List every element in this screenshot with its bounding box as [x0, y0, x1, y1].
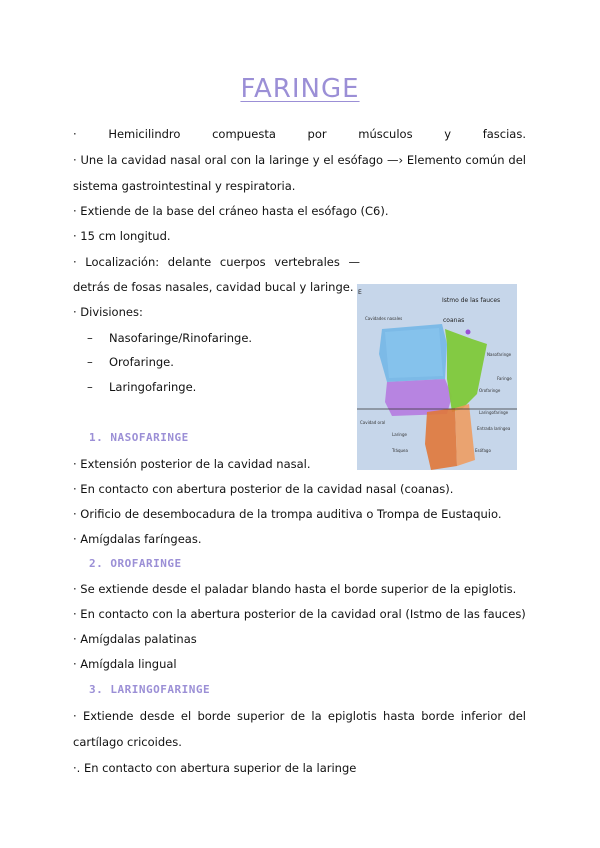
oro-line: · Amígdalas palatinas — [73, 632, 197, 646]
naso-line: · En contacto con abertura posterior de la cavidad nasal (coanas). — [73, 482, 454, 496]
naso-line: · Amígdalas faríngeas. — [73, 532, 202, 546]
figure-label-esofago: Esófago — [475, 448, 491, 453]
figure-label-cavidad-oral: Cavidad oral — [360, 420, 386, 425]
oro-line: · Se extiende desde el paladar blando hasta el borde superior de la epiglotis. — [73, 582, 517, 596]
laringo-line-1-cont: cartílago cricoides. — [73, 735, 182, 749]
laringo-line-1: · Extiende desde el borde superior de la epiglotis hasta borde inferior del — [73, 709, 526, 723]
figure-label-coanas: coanas — [443, 317, 465, 324]
intro-line-3: · Extiende de la base del cráneo hasta el esófago (C6). — [73, 204, 389, 218]
figure-label-traquea: Tráquea — [392, 448, 408, 453]
division-dash: – — [87, 380, 93, 394]
page-title: FARINGE — [240, 74, 360, 104]
intro-line-4: · 15 cm longitud. — [73, 229, 171, 243]
naso-line: · Orificio de desembocadura de la trompa auditiva o Trompa de Eustaquio. — [73, 507, 502, 521]
pharynx-diagram — [357, 284, 517, 470]
division-label: Nasofaringe/Rinofaringe. — [109, 331, 253, 345]
intro-line-6: · Divisiones: — [73, 305, 143, 319]
division-item — [87, 331, 252, 345]
division-item — [87, 380, 196, 394]
division-item — [87, 355, 174, 369]
division-label: Orofaringe. — [109, 355, 174, 369]
oro-line: · Amígdala lingual — [73, 657, 177, 671]
figure-label-entrada-laringea: Entrada laríngea — [477, 426, 511, 431]
oro-line: · En contacto con la abertura posterior de la cavidad oral (Istmo de las fauces) — [73, 607, 526, 621]
figure-label-faringe: Faringe — [497, 376, 512, 381]
section-heading-laringofaringe: 3. LARINGOFARINGE — [89, 683, 211, 696]
laringo-line-2: ·. En contacto con abertura superior de la laringe — [73, 761, 357, 775]
division-dash: – — [87, 331, 93, 345]
intro-line-1: · Hemicilindro compuesta por músculos y fascias. — [73, 127, 526, 141]
figure-label-orofaringe: Orofaringe — [479, 388, 501, 393]
section-heading-nasofaringe: 1. NASOFARINGE — [89, 431, 189, 444]
figure-label-laringofaringe: Laringofaringe — [479, 410, 509, 415]
figure-label-cavidades-nasales: Cavidades nasales — [365, 316, 403, 321]
intro-line-2: · Une la cavidad nasal oral con la laringe y el esófago —› Elemento común del — [73, 153, 526, 167]
division-dash: – — [87, 355, 93, 369]
naso-line: · Extensión posterior de la cavidad nasal. — [73, 457, 311, 471]
section-heading-orofaringe: 2. OROFARINGE — [89, 557, 182, 570]
figure-label-istmo: Istmo de las fauces — [442, 297, 501, 304]
figure-label-e: E — [358, 289, 362, 296]
figure-label-laringe: Laringe — [392, 432, 407, 437]
intro-line-5-cont: detrás de fosas nasales, cavidad bucal y laringe. — [73, 280, 354, 294]
pharynx-anatomy-figure — [357, 284, 517, 470]
division-label: Laringofaringe. — [109, 380, 197, 394]
intro-line-5: · Localización: delante cuerpos vertebrales — — [73, 255, 360, 269]
figure-label-nasofaringe: Nasofaringe — [487, 352, 512, 357]
intro-line-2-cont: sistema gastrointestinal y respiratoria. — [73, 179, 296, 193]
